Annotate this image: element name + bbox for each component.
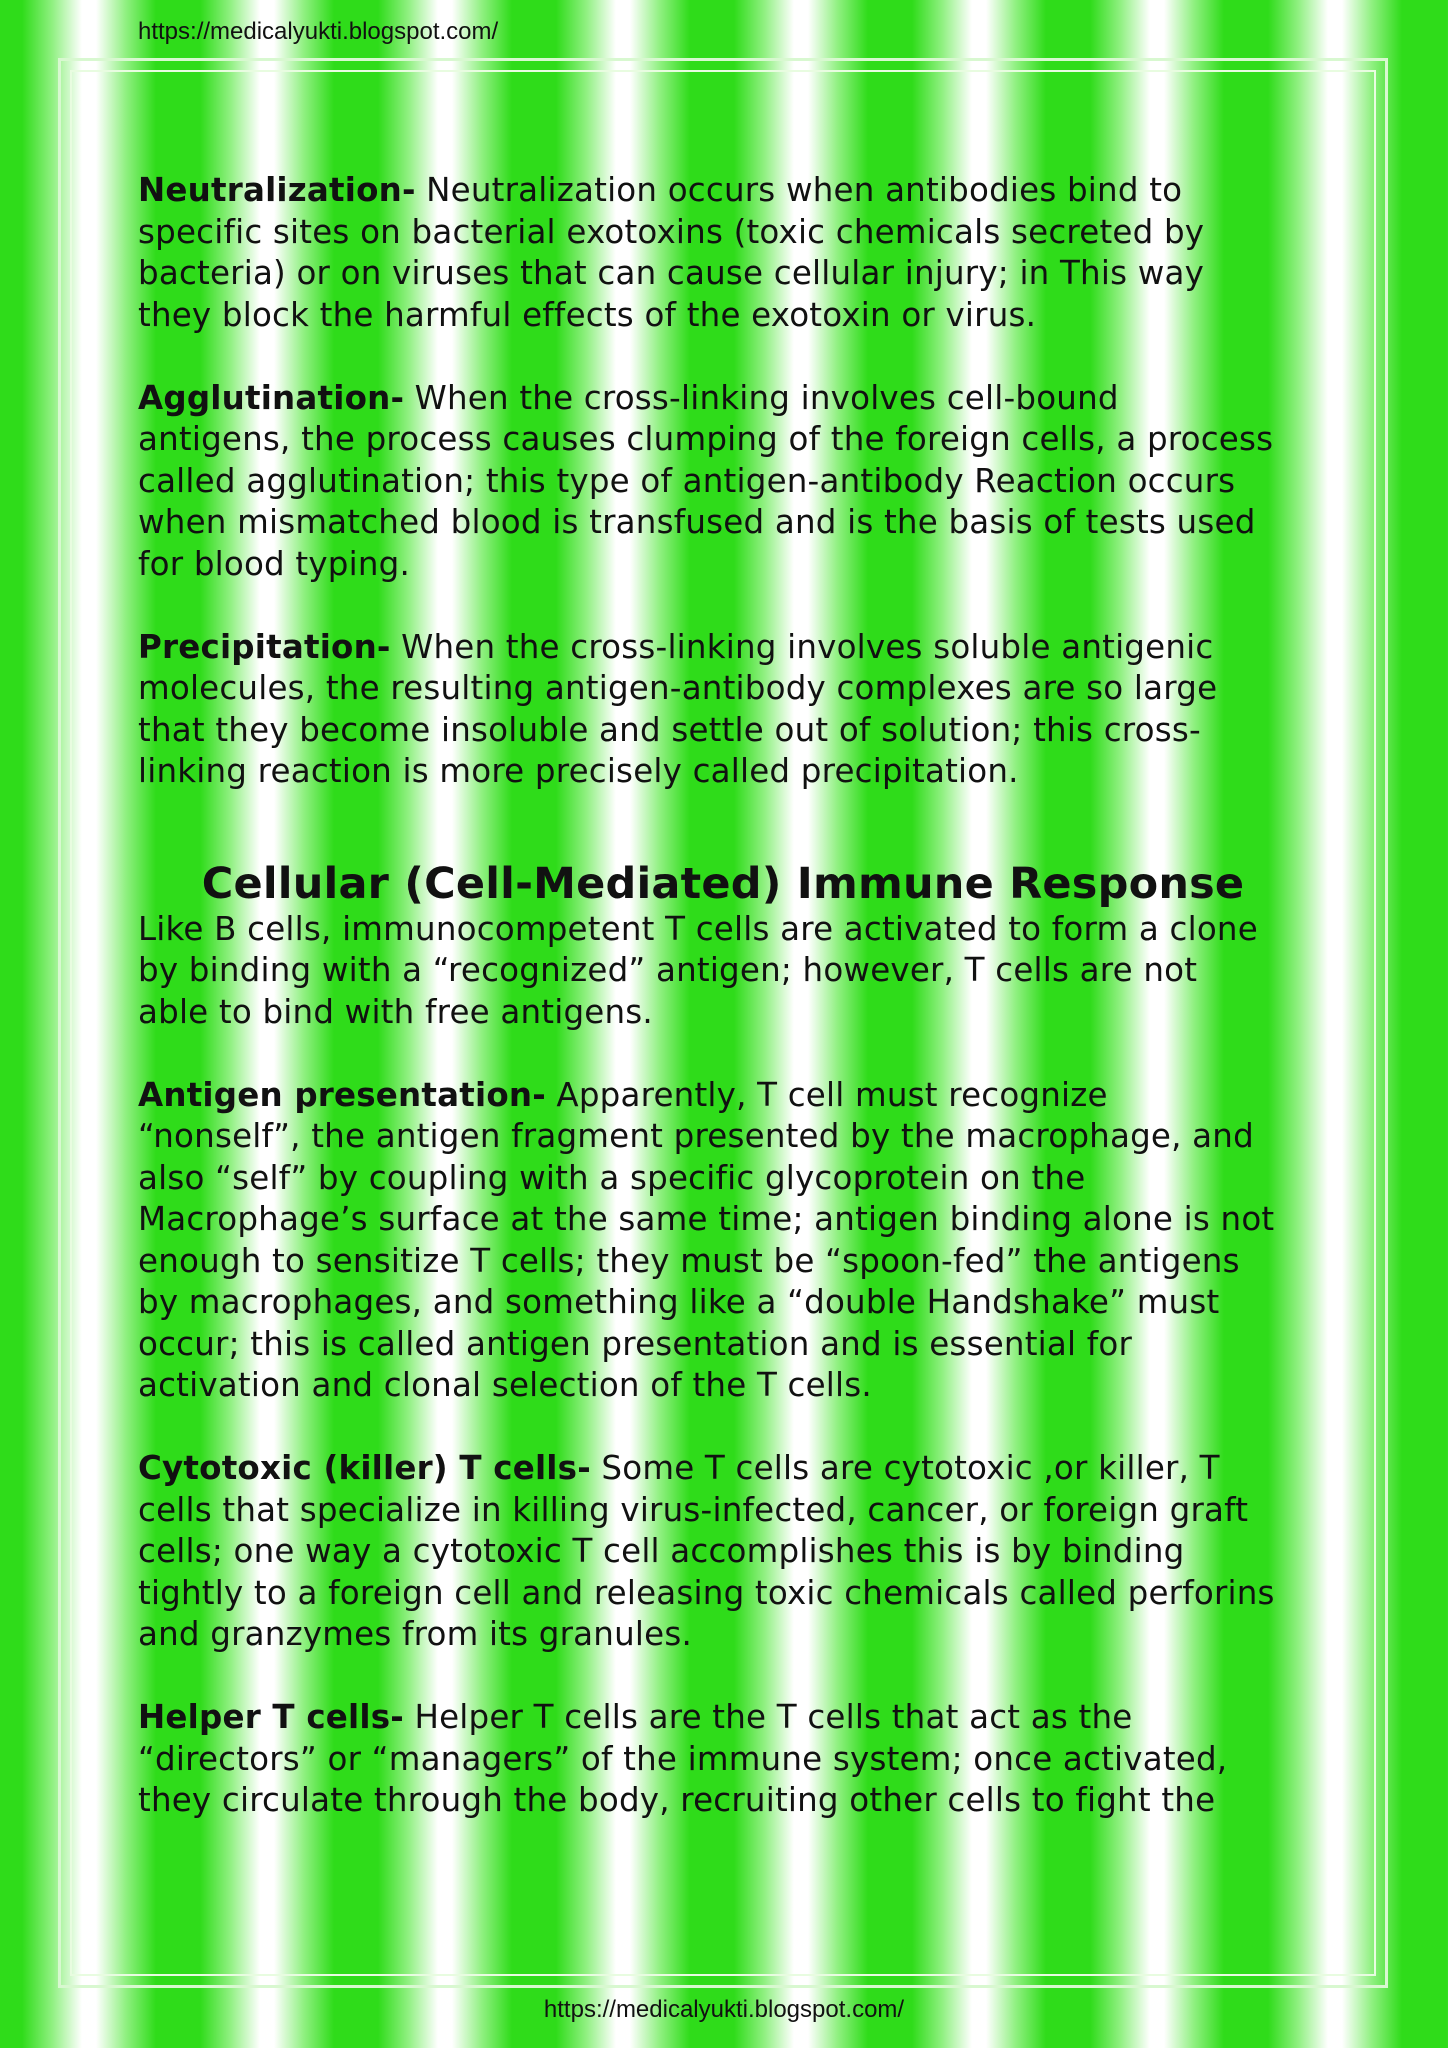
paragraph-precipitation [138, 627, 1278, 793]
paragraph-antigen-presentation [138, 1075, 1278, 1407]
paragraph-text: When the cross-linking involves soluble antigenic molecules, the resulting antigen-antibody complexes are so large that they become insoluble and settle out of solution; this cross-linking reaction is more precisely called precipitation. [138, 627, 1218, 790]
page-content [138, 170, 1278, 1863]
section-intro: Like B cells, immunocompetent T cells are activated to form a clone by binding with a “recognized” antigen; however, T cells are not able to bind with free antigens. [138, 909, 1258, 1031]
paragraph-text: Some T cells are cytotoxic ,or killer, T cells that specialize in killing virus-infected, cancer, or foreign graft cells; one way a cytotoxic T cell accomplishes this is by binding tightly to a foreign cell and releasing toxic chemicals called perforins and granzymes from its granules. [138, 1449, 1275, 1653]
section-heading: Cellular (Cell-Mediated) Immune Response [201, 858, 1245, 909]
paragraph-text: Neutralization occurs when antibodies bind to specific sites on bacterial exotoxins (toxic chemicals secreted by bacteria) or on viruses that can cause cellular injury; in This way they block the harmful effects of the exotoxin or virus. [138, 171, 1205, 334]
term-label: Neutralization- [138, 171, 416, 209]
paragraph-cytotoxic-t-cells [138, 1448, 1278, 1656]
paragraph-text: Apparently, T cell must recognize “nonself”, the antigen fragment presented by the macrophage, and also “self” by coupling with a specific glycoprotein on the Macrophage’s surface at the same time; antigen binding alone is not enough to sensitize T cells; they must be “spoon-fed” the antigens by macrophages, and something like a “double Handshake” must occur; this is called antigen presentation and is essential for activation and clonal selection of the T cells. [138, 1075, 1275, 1404]
paragraph-neutralization [138, 170, 1278, 336]
term-label: Helper T cells- [138, 1698, 404, 1736]
paragraph-text: When the cross-linking involves cell-bound antigens, the process causes clumping of the foreign cells, a process called agglutination; this type of antigen-antibody Reaction occurs when mismatched blood is transfused and is the basis of tests used for blood typing. [138, 378, 1274, 583]
paragraph-helper-t-cells [138, 1697, 1278, 1822]
term-label: Antigen presentation- [138, 1075, 546, 1114]
paragraph-text: Helper T cells are the T cells that act as the “directors” or “managers” of the immune system; once activated, they circulate through the body, recruiting other cells to fight the [138, 1698, 1228, 1819]
term-label: Cytotoxic (killer) T cells- [138, 1449, 591, 1487]
header-url: https://medicalyukti.blogspot.com/ [138, 18, 499, 45]
footer-url: https://medicalyukti.blogspot.com/ [543, 1996, 905, 2023]
term-label: Precipitation- [138, 627, 391, 666]
term-label: Agglutination- [138, 378, 405, 417]
paragraph-agglutination [138, 378, 1278, 586]
